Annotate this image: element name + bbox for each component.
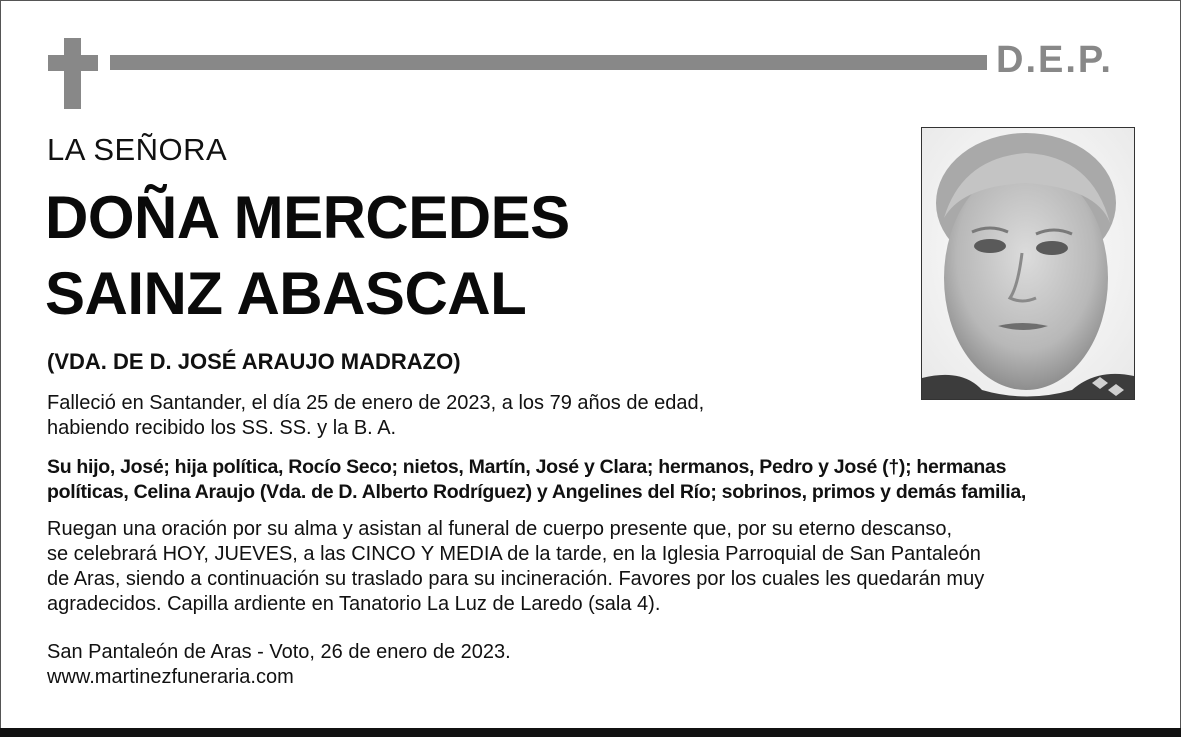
bottom-rule <box>0 728 1181 737</box>
widow-of: (VDA. DE D. JOSÉ ARAUJO MADRAZO) <box>47 349 461 374</box>
name-line-2: SAINZ ABASCAL <box>45 260 527 327</box>
header-rule <box>110 55 987 70</box>
prayer-request <box>47 517 984 617</box>
footer <box>47 640 511 690</box>
prayer-line: agradecidos. Capilla ardiente en Tanatorio La Luz de Laredo (sala 4). <box>47 593 661 615</box>
portrait-photo <box>921 127 1135 400</box>
dep-label: D.E.P. <box>996 39 1113 81</box>
place-date: San Pantaleón de Aras - Voto, 26 de enero de 2023. <box>47 641 511 663</box>
family-line: políticas, Celina Araujo (Vda. de D. Alberto Rodríguez) y Angelines del Río; sobrinos, primos y demás familia, <box>47 481 1027 503</box>
family-line: Su hijo, José; hija política, Rocío Seco; nietos, Martín, José y Clara; hermanos, Pedro y José (†); hermanas <box>47 456 1007 478</box>
prayer-line: de Aras, siendo a continuación su traslado para su incineración. Favores por los cuales les quedarán muy <box>47 568 985 590</box>
website-link[interactable]: www.martinezfuneraria.com <box>47 666 294 688</box>
cross-icon <box>48 38 98 109</box>
name-line-1: DOÑA MERCEDES <box>45 184 570 251</box>
deceased-name <box>45 180 570 332</box>
honorific: LA SEÑORA <box>47 132 228 167</box>
death-notice-line: habiendo recibido los SS. SS. y la B. A. <box>47 417 397 439</box>
death-notice <box>47 391 704 441</box>
prayer-line: Ruegan una oración por su alma y asistan al funeral de cuerpo presente que, por su eterno descanso, <box>47 518 953 540</box>
death-notice-line: Falleció en Santander, el día 25 de enero de 2023, a los 79 años de edad, <box>47 392 705 414</box>
portrait-image <box>922 128 1134 399</box>
prayer-line: se celebrará HOY, JUEVES, a las CINCO Y MEDIA de la tarde, en la Iglesia Parroquial de San Pantaleón <box>47 543 981 565</box>
family-list <box>47 455 1026 505</box>
